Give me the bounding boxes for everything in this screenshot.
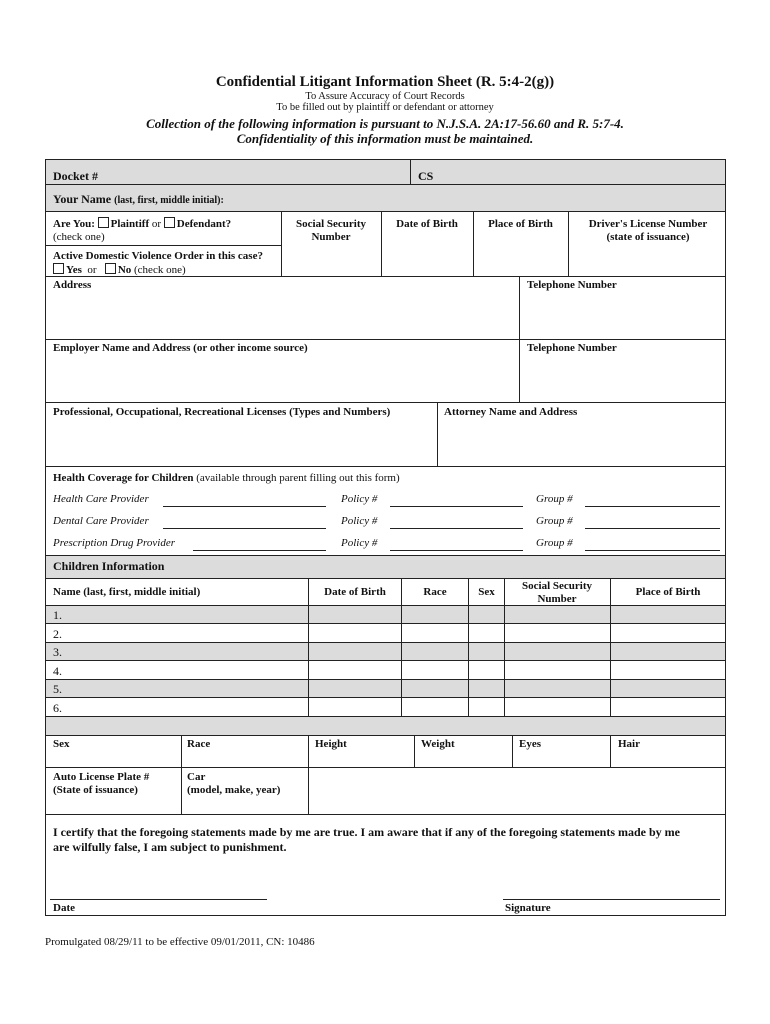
dv-no-checkbox[interactable]	[105, 263, 116, 274]
address-label: Address	[53, 279, 92, 291]
weight-label: Weight	[421, 738, 455, 750]
dl-header: Driver's License Number	[588, 218, 708, 230]
children-title: Children Information	[53, 559, 165, 573]
form-subtitle-2: To be filled out by plaintiff or defendant or attorney	[276, 102, 494, 113]
statute-notice: Collection of the following information is pursuant to N.J.S.A. 2A:17-56.60 and R. 5:7-4.	[146, 116, 624, 131]
party-question: Are You: Plaintiff or Defendant?	[53, 218, 232, 230]
drug-provider-field[interactable]	[193, 550, 326, 551]
car-sublabel: (model, make, year)	[187, 784, 281, 796]
plaintiff-checkbox[interactable]	[98, 217, 109, 228]
child-race-header: Race	[423, 586, 447, 598]
health-provider-field[interactable]	[163, 506, 326, 507]
telephone-label: Telephone Number	[527, 279, 617, 291]
height-label: Height	[315, 738, 347, 750]
defendant-checkbox[interactable]	[164, 217, 175, 228]
certification-text: I certify that the foregoing statements made by me are true. I am aware that if any of the foregoing statements made by me	[53, 825, 680, 839]
child-ssn-header: Social Security Number	[522, 580, 592, 605]
table-row: 3.	[53, 645, 62, 659]
ssn-header: Social Security Number	[296, 218, 366, 243]
licenses-label: Professional, Occupational, Recreational Licenses (Types and Numbers)	[53, 406, 391, 418]
employer-telephone-label: Telephone Number	[527, 342, 617, 354]
party-check-one: (check one)	[53, 231, 105, 243]
child-pob-header: Place of Birth	[635, 586, 701, 598]
date-label: Date	[53, 902, 75, 914]
table-row: 4.	[53, 664, 62, 678]
health-group-label: Group #	[536, 493, 573, 505]
drug-provider-label: Prescription Drug Provider	[53, 537, 176, 549]
hair-label: Hair	[618, 738, 640, 750]
dv-question: Active Domestic Violence Order in this case?	[53, 250, 263, 262]
certification-text-2: are wilfully false, I am subject to punishment.	[53, 840, 287, 854]
dental-policy-label: Policy #	[341, 515, 378, 527]
child-sex-header: Sex	[478, 586, 495, 598]
footer-promulgated: Promulgated 08/29/11 to be effective 09/01/2011, CN: 10486	[45, 936, 315, 948]
form-subtitle: To Assure Accuracy of Court Records	[305, 91, 465, 102]
dv-yes-checkbox[interactable]	[53, 263, 64, 274]
table-row: 2.	[53, 627, 62, 641]
health-group-field[interactable]	[585, 506, 720, 507]
dv-options: Yes or No (check one)	[53, 263, 186, 277]
employer-label: Employer Name and Address (or other income source)	[53, 342, 308, 354]
drug-policy-field[interactable]	[390, 550, 523, 551]
health-policy-label: Policy #	[341, 493, 378, 505]
your-name-label: Your Name (last, first, middle initial):	[53, 192, 224, 206]
dental-group-label: Group #	[536, 515, 573, 527]
health-coverage-label: Health Coverage for Children (available through parent filling out this form)	[53, 472, 400, 484]
health-policy-field[interactable]	[390, 506, 523, 507]
confidentiality-notice: Confidentiality of this information must be maintained.	[236, 131, 534, 146]
signature-label: Signature	[505, 902, 551, 914]
signature-field[interactable]	[503, 899, 720, 900]
drug-policy-label: Policy #	[341, 537, 378, 549]
form-title: Confidential Litigant Information Sheet (R. 5:4-2(g))	[215, 74, 555, 90]
race-label: Race	[187, 738, 211, 750]
car-label: Car	[187, 771, 206, 783]
health-provider-label: Health Care Provider	[53, 493, 149, 505]
eyes-label: Eyes	[519, 738, 541, 750]
table-row: 1.	[53, 608, 62, 622]
date-field[interactable]	[50, 899, 267, 900]
sex-label: Sex	[53, 738, 70, 750]
cs-label: CS	[418, 169, 434, 183]
docket-label: Docket #	[53, 169, 98, 183]
plate-label: Auto License Plate #	[53, 771, 150, 783]
plate-sublabel: (State of issuance)	[53, 784, 138, 796]
child-dob-header: Date of Birth	[324, 586, 386, 598]
table-row: 5.	[53, 682, 62, 696]
dental-provider-label: Dental Care Provider	[53, 515, 149, 527]
table-row: 6.	[53, 701, 62, 715]
dental-group-field[interactable]	[585, 528, 720, 529]
drug-group-label: Group #	[536, 537, 573, 549]
dl-subheader: (state of issuance)	[606, 231, 690, 243]
dob-header: Date of Birth	[396, 218, 458, 230]
dental-provider-field[interactable]	[163, 528, 326, 529]
child-name-header: Name (last, first, middle initial)	[53, 586, 201, 598]
dental-policy-field[interactable]	[390, 528, 523, 529]
drug-group-field[interactable]	[585, 550, 720, 551]
pob-header: Place of Birth	[488, 218, 553, 230]
attorney-label: Attorney Name and Address	[444, 406, 578, 418]
